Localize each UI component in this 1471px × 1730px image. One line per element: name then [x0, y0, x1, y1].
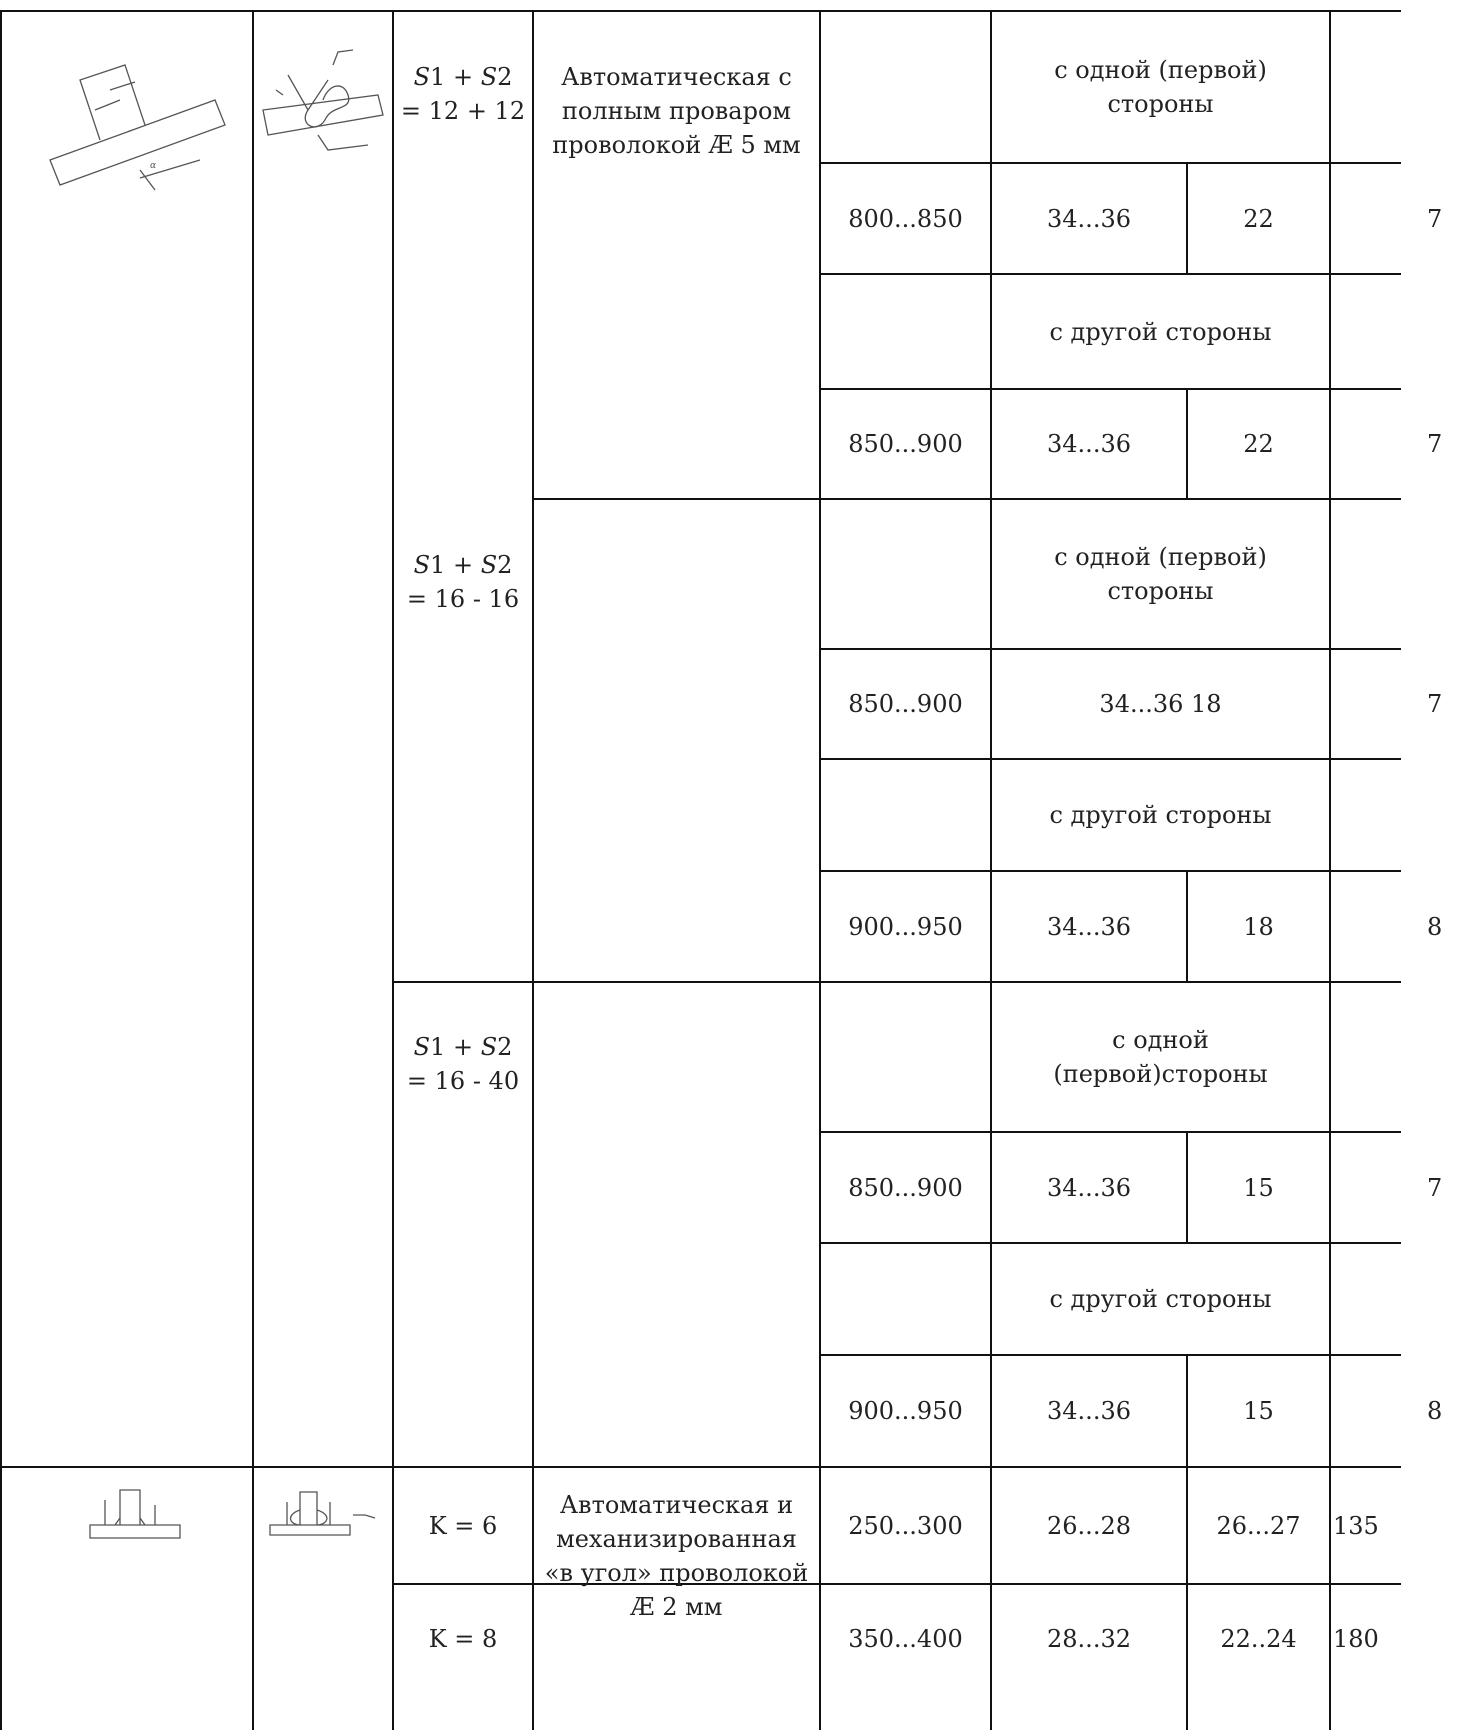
extra-value: 8: [1427, 912, 1443, 941]
current-value: 250...300: [848, 1511, 963, 1540]
current-value: 850...900: [848, 430, 963, 458]
extra-value: 7: [1427, 430, 1443, 458]
voltage-speed-merged: 34...36 18: [1099, 690, 1222, 718]
speed-value: 15: [1243, 1173, 1274, 1202]
extra-value: 180: [1333, 1625, 1379, 1653]
thickness-formula-3: S1 + S2 = 16 - 40: [406, 1033, 520, 1095]
voltage-value: 34...36: [1047, 1397, 1131, 1425]
extra-value: 135: [1333, 1511, 1379, 1540]
speed-value: 15: [1243, 1397, 1274, 1425]
tee-joint-sketch-icon: [85, 1480, 185, 1560]
speed-value: 18: [1243, 912, 1274, 941]
voltage-value: 34...36: [1047, 204, 1131, 233]
extra-value: 8: [1427, 1397, 1443, 1425]
side-label: с одной (первой) стороны: [1054, 543, 1267, 605]
current-value: 850...900: [848, 690, 963, 718]
col-divider: [252, 10, 254, 1730]
side-label: с другой стороны: [1049, 317, 1272, 346]
speed-value: 22: [1243, 430, 1274, 458]
voltage-value: 34...36: [1047, 1173, 1131, 1202]
side-label: с другой стороны: [1049, 1285, 1272, 1313]
current-value: 900...950: [848, 912, 963, 941]
current-value: 850...900: [848, 1173, 963, 1202]
thickness-formula-1: S1 + S2 = 12 + 12: [400, 63, 526, 125]
side-label: с одной (первой)стороны: [1053, 1026, 1268, 1088]
extra-value: 7: [1427, 690, 1443, 718]
current-value: 900...950: [848, 1397, 963, 1425]
voltage-value: 34...36: [1047, 430, 1131, 458]
voltage-value: 28...32: [1047, 1625, 1131, 1653]
extra-value: 7: [1427, 204, 1443, 233]
leg-size: K = 8: [428, 1625, 498, 1653]
voltage-value: 26...28: [1047, 1511, 1131, 1540]
method-description: Автоматическая с полным проваром проволокой Æ 5 мм: [552, 63, 801, 159]
fillet-weld-sketch-icon: [265, 1480, 385, 1555]
voltage-value: 34...36: [1047, 912, 1131, 941]
col-divider: [0, 10, 2, 1730]
leg-size: K = 6: [428, 1511, 498, 1540]
joint-sketch-icon: [40, 40, 240, 210]
speed-value: 22: [1243, 204, 1274, 233]
extra-value: 7: [1427, 1173, 1443, 1202]
weld-section-sketch-icon: [258, 40, 388, 165]
current-value: 350...400: [848, 1625, 963, 1653]
speed-value: 22..24: [1220, 1625, 1297, 1653]
speed-value: 26...27: [1216, 1511, 1301, 1540]
thickness-formula-2: S1 + S2 = 16 - 16: [406, 551, 520, 613]
col-divider: [532, 10, 534, 1730]
svg-text:α: α: [150, 161, 157, 171]
side-label: с другой стороны: [1049, 801, 1272, 829]
method-description: Автоматическая и механизированная «в угол» проволокой Æ 2 мм: [544, 1491, 809, 1621]
side-label: с одной (первой) стороны: [1054, 56, 1267, 118]
current-value: 800...850: [848, 204, 963, 233]
